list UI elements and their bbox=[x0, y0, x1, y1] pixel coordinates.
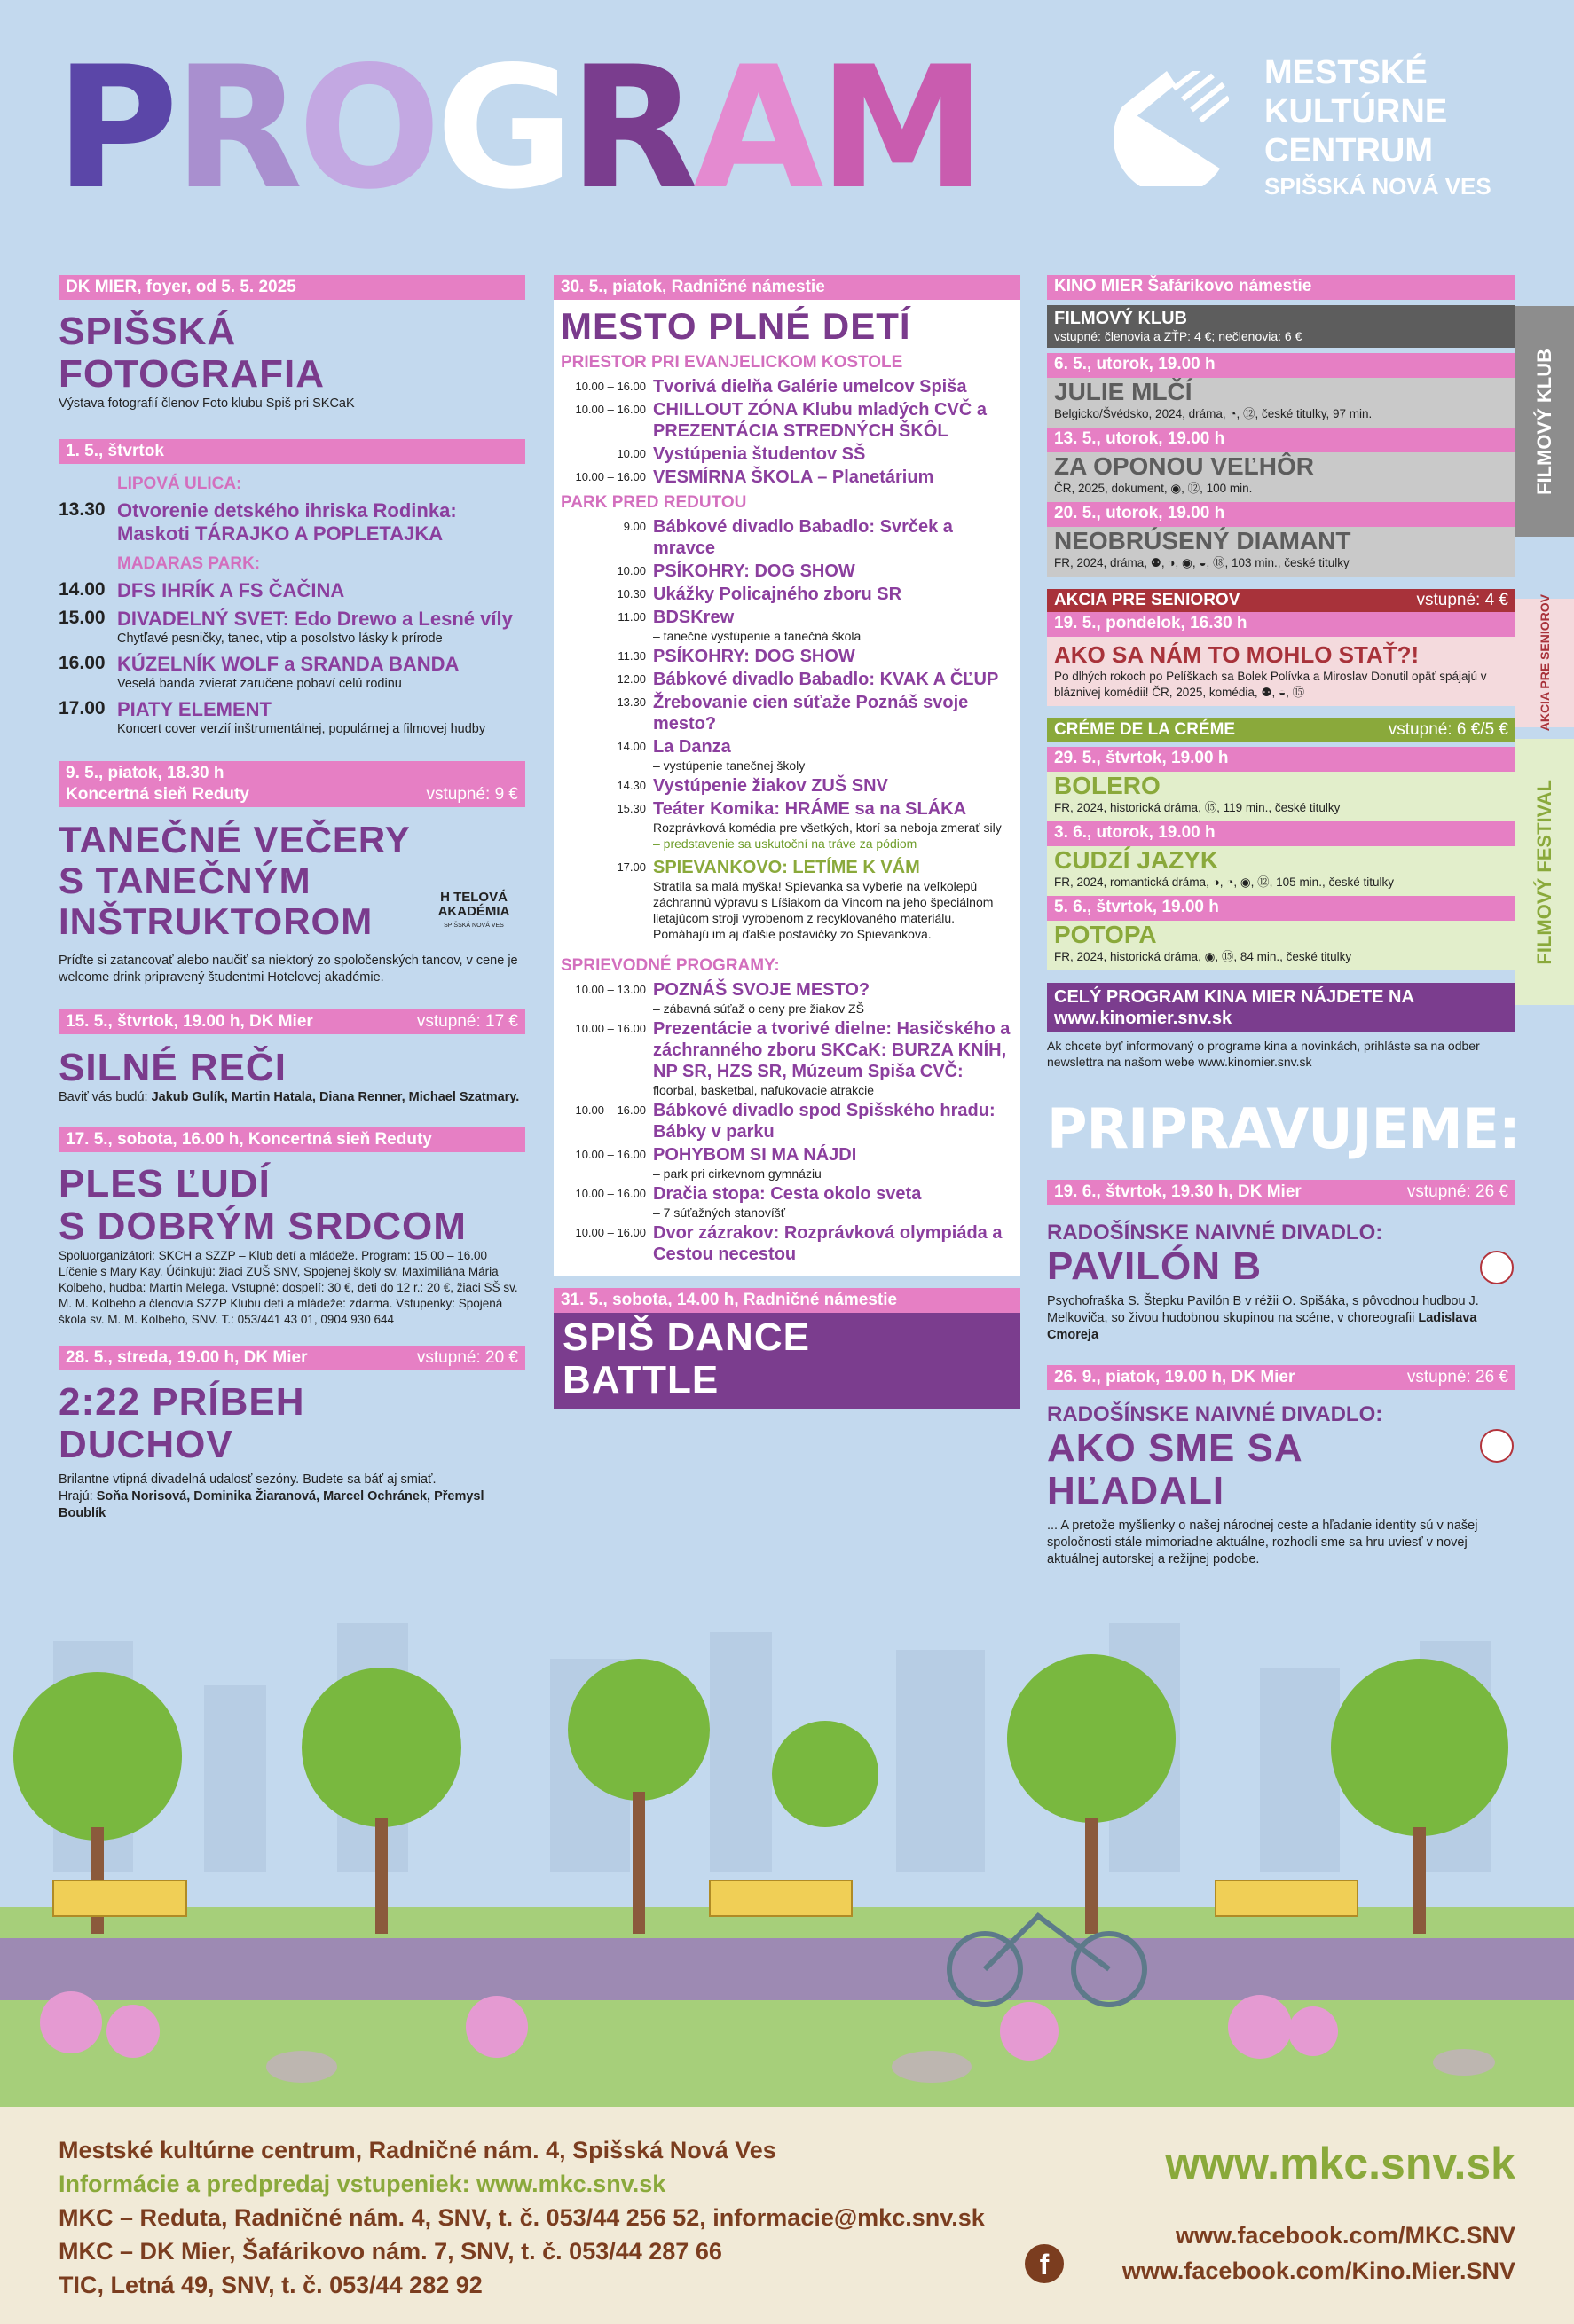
spacer bbox=[561, 836, 653, 852]
schedule-list bbox=[561, 376, 1013, 488]
logo-text: AKADÉMIA bbox=[437, 904, 510, 919]
schedule-item bbox=[561, 561, 1013, 582]
section-fee: vstupné: členovia a ZŤP: 4 €; nečlenovia: 6 € bbox=[1054, 329, 1302, 343]
website-link[interactable]: www.mkc.snv.sk bbox=[1165, 2139, 1515, 2188]
item-time: 12.00 bbox=[617, 672, 646, 686]
film-date: 6. 5., utorok, 19.00 h bbox=[1047, 353, 1515, 378]
schedule-item bbox=[59, 499, 525, 546]
item-time: 10.00 – 16.00 bbox=[575, 1148, 646, 1161]
item-time: 11.30 bbox=[618, 649, 646, 663]
item-time: 10.00 – 16.00 bbox=[575, 1103, 646, 1117]
item-time: 17.00 bbox=[59, 698, 106, 718]
film-date: 5. 6., štvrtok, 19.00 h bbox=[1047, 896, 1515, 921]
event-date: 31. 5., sobota, 14.00 h, Radničné námestie bbox=[561, 1291, 898, 1309]
upcoming-event bbox=[1047, 1221, 1515, 1288]
org-city: SPIŠSKÁ NOVÁ VES bbox=[1264, 173, 1491, 200]
item-time: 14.00 bbox=[617, 740, 646, 753]
park-illustration bbox=[0, 1614, 1574, 2107]
side-label-festival bbox=[1515, 739, 1574, 1005]
event-bar bbox=[59, 275, 525, 300]
festival-header bbox=[1047, 718, 1515, 742]
event-bar bbox=[59, 1346, 525, 1370]
place-label: MADARAS PARK: bbox=[117, 554, 261, 573]
title-line: PLES ĽUDÍ bbox=[59, 1162, 271, 1205]
event-cast bbox=[59, 1488, 525, 1522]
item-title: Teáter Komika: HRÁME sa na SLÁKA bbox=[653, 799, 967, 819]
festival-list bbox=[1047, 747, 1515, 970]
schedule-item bbox=[561, 1100, 1013, 1142]
title-letter: O bbox=[297, 30, 437, 226]
film-title: CUDZÍ JAZYK bbox=[1054, 846, 1219, 874]
item-title: PSÍKOHRY: DOG SHOW bbox=[653, 561, 855, 581]
event-venue: Koncertná sieň Reduty bbox=[66, 785, 249, 804]
event-bar bbox=[554, 1288, 1020, 1313]
column-left bbox=[59, 275, 525, 1522]
org-line: KULTÚRNE bbox=[1264, 93, 1448, 130]
contact-line: Mestské kultúrne centrum, Radničné nám. 4, Spišská Nová Ves bbox=[59, 2137, 776, 2163]
event-date: 1. 5., štvrtok bbox=[66, 442, 164, 460]
schedule-note bbox=[561, 836, 1013, 852]
rnd-logo-icon bbox=[1480, 1251, 1514, 1284]
event-date: 17. 5., sobota, 16.00 h, Koncertná sieň Reduty bbox=[66, 1130, 432, 1149]
event-bar bbox=[1047, 1180, 1515, 1205]
film-info: FR, 2024, romantická dráma, ◑, ◔, ◉, ⑫, 105 min., české titulky bbox=[1054, 875, 1394, 889]
item-title: La Danza bbox=[653, 737, 731, 757]
item-title: Bábkové divadlo Babadlo: KVAK A ČĽUP bbox=[653, 670, 999, 689]
film-title: JULIE MLČÍ bbox=[1054, 378, 1192, 405]
section-fee: vstupné: 4 € bbox=[1416, 591, 1508, 609]
film-info: Po dlhých rokoch po Pelíškach sa Bolek Polívka a Miroslav Donutil opäť spájajú v bláznivej komédii! ČR, 2025, komédia, ⚉, ◒, ⑮ bbox=[1054, 670, 1487, 699]
column-right bbox=[1047, 275, 1520, 1568]
film-date: 19. 5., pondelok, 16.30 h bbox=[1047, 612, 1515, 637]
schedule-item bbox=[561, 467, 1013, 488]
item-title: PSÍKOHRY: DOG SHOW bbox=[653, 647, 855, 666]
schedule-item bbox=[561, 516, 1013, 559]
event-title bbox=[59, 310, 525, 396]
schedule-item bbox=[561, 1222, 1013, 1265]
event-bar bbox=[59, 439, 525, 464]
section-fee: vstupné: 6 €/5 € bbox=[1388, 720, 1508, 739]
facebook-link[interactable]: www.facebook.com/MKC.SNV bbox=[1175, 2222, 1515, 2249]
item-time: 10.00 – 16.00 bbox=[575, 380, 646, 393]
title-letter: R bbox=[569, 30, 694, 226]
title-line: AKO SME SA bbox=[1047, 1426, 1303, 1470]
title-line: S TANEČNÝM bbox=[59, 860, 311, 901]
item-title: SPIEVANKOVO: LETÍME K VÁM bbox=[653, 858, 920, 877]
event-fee: vstupné: 9 € bbox=[426, 785, 518, 804]
item-title: Dračia stopa: Cesta okolo sveta bbox=[653, 1184, 922, 1204]
cinema-name: KINO MIER Šafárikovo námestie bbox=[1054, 277, 1312, 295]
title-line: S DOBRÝM SRDCOM bbox=[59, 1205, 467, 1248]
item-title: VESMÍRNA ŠKOLA – Planetárium bbox=[653, 467, 934, 487]
item-title: Dvor zázrakov: Rozprávková olympiáda a Cestou necestou bbox=[653, 1223, 1003, 1264]
schedule-item bbox=[561, 1144, 1013, 1182]
logo-text: SPIŠSKÁ NOVÁ VES bbox=[444, 923, 504, 929]
city-kids-day bbox=[554, 300, 1020, 1276]
event-fee: vstupné: 17 € bbox=[416, 1012, 518, 1031]
schedule-list bbox=[561, 979, 1013, 1265]
item-desc: – zábavná súťaž o ceny pre žiakov ZŠ bbox=[653, 1001, 864, 1016]
rnd-logo-icon bbox=[1480, 1429, 1514, 1463]
section-label: PARK PRED REDUTOU bbox=[561, 493, 747, 512]
film-item bbox=[1047, 502, 1515, 571]
facebook-links bbox=[1122, 2218, 1515, 2289]
event-desc: Spoluorganizátori: SKCH a SZZP – Klub detí a mládeže. Program: 15.00 – 16.00 Líčenie s Mary Kay. Účinkujú: žiaci ZUŠ SNV, Spojenej školy sv. Maximiliána Máriа Kolbeho, hudba: Martin Melega. Vstupné: dospelí: 30 €, deti do 12 r.: 20 €, žiaci SŠ sv. M. M. Kolbeho a členovia SZZP Klubu detí a mládeže: zdarma. Vstupenky: Spojená škola sv. M. M. Kolbeho, SNV. T.: 053/441 43 01, 0904 930 644 bbox=[59, 1249, 518, 1326]
side-text: AKCIA PRE SENIOROV bbox=[1538, 594, 1552, 732]
item-time: 17.00 bbox=[617, 860, 646, 874]
item-time: 10.00 – 16.00 bbox=[575, 470, 646, 483]
film-item bbox=[1047, 353, 1515, 422]
upcoming-event bbox=[1047, 1402, 1515, 1512]
event-date: 30. 5., piatok, Radničné námestie bbox=[561, 278, 825, 296]
item-desc: Stratila sa malá myška! Spievanka sa vyberie na veľkolepú záchrannú výpravu s Líšiakom da Vincom na jeho špeciálnom lietajúcom stroji vyrobenom z recyklovaného materiálu. Pomáhajú im aj ďalšie postavičky zo Spievankova. bbox=[653, 879, 994, 941]
title-line: SPIŠSKÁ bbox=[59, 310, 237, 353]
item-time: 13.30 bbox=[59, 499, 106, 520]
side-label-seniors bbox=[1515, 594, 1574, 732]
title-line: BATTLE bbox=[563, 1358, 720, 1401]
item-title: DIVADELNÝ SVET: Edo Drewo a Lesné víly bbox=[117, 608, 513, 630]
title-line: HĽADALI bbox=[1047, 1469, 1225, 1512]
event-title bbox=[563, 1316, 1011, 1401]
item-time: 10.00 – 16.00 bbox=[575, 1187, 646, 1200]
title-line: TANEČNÉ VEČERY bbox=[59, 819, 411, 860]
item-title: DFS IHRÍK A FS ČAČINA bbox=[117, 579, 345, 601]
event-fee: vstupné: 20 € bbox=[416, 1348, 518, 1367]
schedule-item bbox=[59, 698, 525, 738]
event-desc: ... A pretože myšlienky o našej národnej ceste a hľadanie identity sú v našej spoločnosti stále mimoriadne aktuálne, rozhodli sme sa hru uviesť v novej aktuálnej autorskej a režijnej podobe. bbox=[1047, 1519, 1478, 1566]
event-bar bbox=[1047, 1365, 1515, 1390]
item-desc: – tanečné vystúpenie a tanečná škola bbox=[653, 629, 862, 643]
film-item bbox=[1047, 896, 1515, 965]
schedule-item bbox=[561, 376, 1013, 397]
film-info: FR, 2024, historická dráma, ◉, ⑮, 84 min., české titulky bbox=[1054, 950, 1352, 963]
item-time: 15.00 bbox=[59, 608, 106, 628]
event-fee: vstupné: 26 € bbox=[1406, 1368, 1508, 1386]
film-item bbox=[1047, 747, 1515, 816]
film-club-list bbox=[1047, 353, 1515, 577]
event-desc: Príďte si zatancovať alebo naučiť sa niektorý zo spoločenských tancov, v cene je welcome drink pripravený študentmi Hotelovej akadémie. bbox=[59, 954, 518, 985]
kino-web-link[interactable]: www.kinomier.snv.sk bbox=[1054, 1009, 1232, 1028]
event-date: 19. 6., štvrtok, 19.30 h, DK Mier bbox=[1054, 1182, 1302, 1201]
item-time: 16.00 bbox=[59, 653, 106, 673]
schedule-item bbox=[561, 692, 1013, 734]
event-title: PAVILÓN B bbox=[1047, 1244, 1263, 1288]
item-time: 10.00 bbox=[617, 564, 646, 577]
film-date: 13. 5., utorok, 19.00 h bbox=[1047, 428, 1515, 452]
title-line: FOTOGRAFIA bbox=[59, 352, 326, 396]
schedule-item bbox=[561, 857, 1013, 942]
event-pretitle: RADOŠÍNSKE NAIVNÉ DIVADLO: bbox=[1047, 1402, 1383, 1426]
item-title: BDSKrew bbox=[653, 608, 735, 627]
logo-text: H TELOVÁ bbox=[440, 890, 508, 905]
item-title: POZNÁŠ SVOJE MESTO? bbox=[653, 980, 870, 1000]
item-title: Vystúpenie žiakov ZUŠ SNV bbox=[653, 776, 888, 796]
schedule-item bbox=[561, 607, 1013, 644]
item-title: Ukážky Policajného zboru SR bbox=[653, 585, 902, 604]
column-middle bbox=[554, 275, 1020, 1409]
title-line: INŠTRUKTOROM bbox=[59, 900, 374, 942]
item-time: 10.00 – 16.00 bbox=[575, 1226, 646, 1239]
schedule-list bbox=[59, 579, 525, 738]
film-title: ZA OPONOU VEĽHÔR bbox=[1054, 452, 1314, 480]
schedule-item bbox=[561, 736, 1013, 773]
desc-text: Baviť vás budú: bbox=[59, 1090, 152, 1104]
item-desc: Veselá banda zvierat zaručene pobaví celú rodinu bbox=[117, 677, 402, 691]
schedule-item bbox=[561, 646, 1013, 667]
film-title: BOLERO bbox=[1054, 772, 1161, 799]
contact-line: Informácie a predpredaj vstupeniek: www.mkc.snv.sk bbox=[59, 2171, 666, 2197]
kino-web-text: CELÝ PROGRAM KINA MIER NÁJDETE NA bbox=[1054, 987, 1414, 1007]
note-text: – predstavenie sa uskutoční na tráve za pódiom bbox=[653, 836, 917, 851]
contact-line: MKC – Reduta, Radničné nám. 4, SNV, t. č. 053/44 256 52, informacie@mkc.snv.sk bbox=[59, 2204, 985, 2231]
title-line: DUCHOV bbox=[59, 1423, 233, 1466]
program-title bbox=[55, 30, 1031, 226]
desc-cast: Ladislava Cmoreja bbox=[1047, 1311, 1477, 1342]
section-label: PRIESTOR PRI EVANJELICKOM KOSTOLE bbox=[561, 353, 903, 372]
item-title: Bábkové divadlo spod Spišského hradu: Bábky v parku bbox=[653, 1101, 996, 1142]
event-title bbox=[59, 1381, 525, 1466]
kino-note: Ak chcete byť informovaný o programe kina a novinkách, prihláste sa na odber newslettra na našom webe www.kinomier.snv.sk bbox=[1047, 1039, 1480, 1069]
film-info: FR, 2024, historická dráma, ⑮, 119 min., české titulky bbox=[1054, 801, 1341, 814]
item-desc: – vystúpenie tanečnej školy bbox=[653, 758, 806, 773]
event-desc bbox=[59, 1089, 525, 1106]
facebook-icon[interactable]: f bbox=[1025, 2244, 1064, 2283]
section-label: SPRIEVODNÉ PROGRAMY: bbox=[561, 956, 780, 975]
item-title: PIATY ELEMENT bbox=[117, 698, 272, 720]
desc-text: Psychofraška S. Štepku Pavilón B v réžii O. Spišáka, s pôvodnou hudbou J. Melkoviča, so živou hudobnou skupinou na scéne, v choreografii bbox=[1047, 1294, 1479, 1325]
title-letter: G bbox=[436, 30, 570, 226]
event-date: 26. 9., piatok, 19.00 h, DK Mier bbox=[1054, 1368, 1295, 1386]
item-time: 9.00 bbox=[623, 520, 646, 533]
item-time: 14.30 bbox=[617, 779, 646, 792]
schedule-item bbox=[59, 608, 525, 648]
item-time: 10.00 bbox=[617, 447, 646, 460]
side-label-film-club bbox=[1515, 306, 1574, 537]
item-desc: Rozprávková komédia pre všetkých, ktorí sa neboja zmerať sily bbox=[653, 820, 1002, 835]
schedule-item bbox=[561, 584, 1013, 605]
item-title: Tvorivá dielňa Galérie umelcov Spiša bbox=[653, 377, 967, 396]
schedule-item bbox=[561, 399, 1013, 442]
schedule-item bbox=[59, 653, 525, 693]
film-date: 29. 5., štvrtok, 19.00 h bbox=[1047, 747, 1515, 772]
film-title: NEOBRÚSENÝ DIAMANT bbox=[1054, 527, 1351, 554]
schedule-item bbox=[561, 669, 1013, 690]
seniors-box bbox=[1047, 612, 1515, 706]
item-time: 10.30 bbox=[617, 587, 646, 601]
upcoming-heading: PRIPRAVUJEME: bbox=[1047, 1096, 1520, 1161]
item-desc: – park pri cirkevnom gymnáziu bbox=[653, 1166, 822, 1181]
title-letter: A bbox=[693, 30, 819, 226]
item-time: 15.30 bbox=[617, 802, 646, 815]
film-item bbox=[1047, 428, 1515, 497]
item-desc: Chytľavé pesničky, tanec, vtip a posolstvo lásky k prírode bbox=[117, 632, 443, 646]
schedule-item bbox=[561, 1018, 1013, 1098]
item-title: CHILLOUT ZÓNA Klubu mladých CVČ a PREZENTÁCIA STREDNÝCH ŠKÔL bbox=[653, 400, 987, 441]
item-title: Otvorenie detského ihriska Rodinka: Maskoti TÁRAJKO A POPLETAJKA bbox=[117, 499, 457, 545]
item-title: Žrebovanie cien súťaže Poznáš svoje mesto? bbox=[653, 693, 969, 734]
item-time: 11.00 bbox=[618, 610, 646, 624]
desc-cast: Jakub Gulík, Martin Hatala, Diana Renner, Michael Szatmary. bbox=[151, 1090, 520, 1104]
title-line: SPIŠ DANCE bbox=[563, 1315, 810, 1359]
facebook-link[interactable]: www.facebook.com/Kino.Mier.SNV bbox=[1121, 2257, 1515, 2284]
title-letter: R bbox=[173, 30, 298, 226]
film-date: 3. 6., utorok, 19.00 h bbox=[1047, 821, 1515, 846]
film-title: POTOPA bbox=[1054, 921, 1157, 948]
item-time: 13.30 bbox=[617, 695, 646, 709]
event-date: 9. 5., piatok, 18.30 h bbox=[66, 764, 224, 782]
hotel-academy-logo bbox=[422, 891, 525, 933]
event-date: 15. 5., štvrtok, 19.00 h, DK Mier bbox=[66, 1012, 313, 1031]
schedule-list bbox=[59, 499, 525, 546]
item-time: 10.00 – 16.00 bbox=[575, 403, 646, 416]
event-bar bbox=[59, 761, 525, 807]
event-bar bbox=[59, 1127, 525, 1152]
cinema-bar bbox=[1047, 275, 1515, 300]
schedule-list bbox=[561, 516, 1013, 836]
film-title: AKO SA NÁM TO MOHLO STAŤ?! bbox=[1054, 641, 1420, 668]
schedule-item bbox=[561, 798, 1013, 836]
event-date: 28. 5., streda, 19.00 h, DK Mier bbox=[66, 1348, 308, 1367]
event-pretitle: RADOŠÍNSKE NAIVNÉ DIVADLO: bbox=[1047, 1221, 1383, 1244]
event-desc bbox=[1047, 1293, 1515, 1344]
item-title: Bábkové divadlo Babadlo: Svrček a mravce bbox=[653, 517, 953, 558]
item-desc: floorbal, basketbal, nafukovacie atrakcie bbox=[653, 1083, 875, 1097]
contact-lines bbox=[59, 2133, 985, 2302]
mkc-logo-icon bbox=[1114, 71, 1229, 186]
kino-web-box bbox=[1047, 983, 1515, 1032]
schedule-item bbox=[59, 579, 525, 602]
event-desc: Výstava fotografií členov Foto klubu Spiš pri SKCaK bbox=[59, 396, 355, 411]
contact-line: MKC – DK Mier, Šafárikovo nám. 7, SNV, t. č. 053/44 287 66 bbox=[59, 2238, 722, 2265]
film-info: ČR, 2025, dokument, ◉, ⑫, 100 min. bbox=[1054, 482, 1253, 495]
event-date: DK MIER, foyer, od 5. 5. 2025 bbox=[66, 278, 296, 296]
event-fee: vstupné: 26 € bbox=[1406, 1182, 1508, 1201]
item-title: KÚZELNÍK WOLF a SRANDA BANDA bbox=[117, 653, 460, 675]
schedule-item bbox=[561, 444, 1013, 465]
place-label: LIPOVÁ ULICA: bbox=[117, 475, 242, 493]
film-info: Belgicko/Švédsko, 2024, dráma, ◔, ⑫, české titulky, 97 min. bbox=[1054, 407, 1373, 420]
title-letter: M bbox=[818, 30, 981, 226]
org-line: CENTRUM bbox=[1264, 132, 1433, 169]
title-line: 2:22 PRÍBEH bbox=[59, 1380, 305, 1424]
schedule-item bbox=[561, 979, 1013, 1017]
item-time: 10.00 – 16.00 bbox=[575, 1022, 646, 1035]
item-desc: Koncert cover verzií inštrumentálnej, populárnej a filmovej hudby bbox=[117, 722, 486, 736]
desc-text: Hrajú: bbox=[59, 1489, 97, 1504]
film-date: 20. 5., utorok, 19.00 h bbox=[1047, 502, 1515, 527]
side-text: FILMOVÝ FESTIVAL bbox=[1533, 779, 1555, 965]
item-time: 14.00 bbox=[59, 579, 106, 600]
event-title bbox=[1047, 1427, 1515, 1512]
event-bar bbox=[59, 1009, 525, 1034]
section-title: AKCIA PRE SENIOROV bbox=[1054, 591, 1240, 609]
dance-battle-box bbox=[554, 1313, 1020, 1409]
item-title: POHYBOM SI MA NÁJDI bbox=[653, 1145, 857, 1165]
event-desc: Brilantne vtipná divadelná udalosť sezóny. Budete sa báť aj smiať. bbox=[59, 1472, 437, 1487]
seniors-header bbox=[1047, 589, 1515, 612]
event-bar bbox=[554, 275, 1020, 300]
film-item bbox=[1047, 821, 1515, 891]
org-line: MESTSKÉ bbox=[1264, 54, 1428, 91]
schedule-item bbox=[561, 775, 1013, 797]
event-title: SILNÉ REČI bbox=[59, 1046, 287, 1089]
film-info: FR, 2024, dráma, ⚉, ◑, ◉, ◒, ⑱, 103 min., české titulky bbox=[1054, 556, 1350, 569]
org-name bbox=[1264, 53, 1491, 202]
event-title: MESTO PLNÉ DETÍ bbox=[561, 305, 911, 347]
item-time: 10.00 – 13.00 bbox=[575, 983, 646, 996]
event-title bbox=[59, 1163, 525, 1248]
film-club-header bbox=[1047, 305, 1515, 348]
schedule-item bbox=[561, 1183, 1013, 1221]
item-title: Prezentácie a tvorivé dielne: Hasičského a záchranného zboru SKCaK: BURZA KNÍH, NP SR, HZS SR, Múzeum Spiša CVČ: bbox=[653, 1019, 1011, 1081]
section-title: CRÉME DE LA CRÉME bbox=[1054, 720, 1236, 739]
title-letter: P bbox=[55, 30, 174, 226]
item-title: Vystúpenia študentov SŠ bbox=[653, 444, 866, 464]
item-desc: – 7 súťažných stanovíšť bbox=[653, 1205, 786, 1220]
section-title: FILMOVÝ KLUB bbox=[1054, 309, 1187, 328]
desc-cast: Soňa Norisová, Dominika Žiaranová, Marcel Ochránek, Přemysl Boublík bbox=[59, 1489, 484, 1520]
side-text: FILMOVÝ KLUB bbox=[1533, 348, 1555, 495]
contact-line: TIC, Letná 49, SNV, t. č. 053/44 282 92 bbox=[59, 2272, 483, 2298]
